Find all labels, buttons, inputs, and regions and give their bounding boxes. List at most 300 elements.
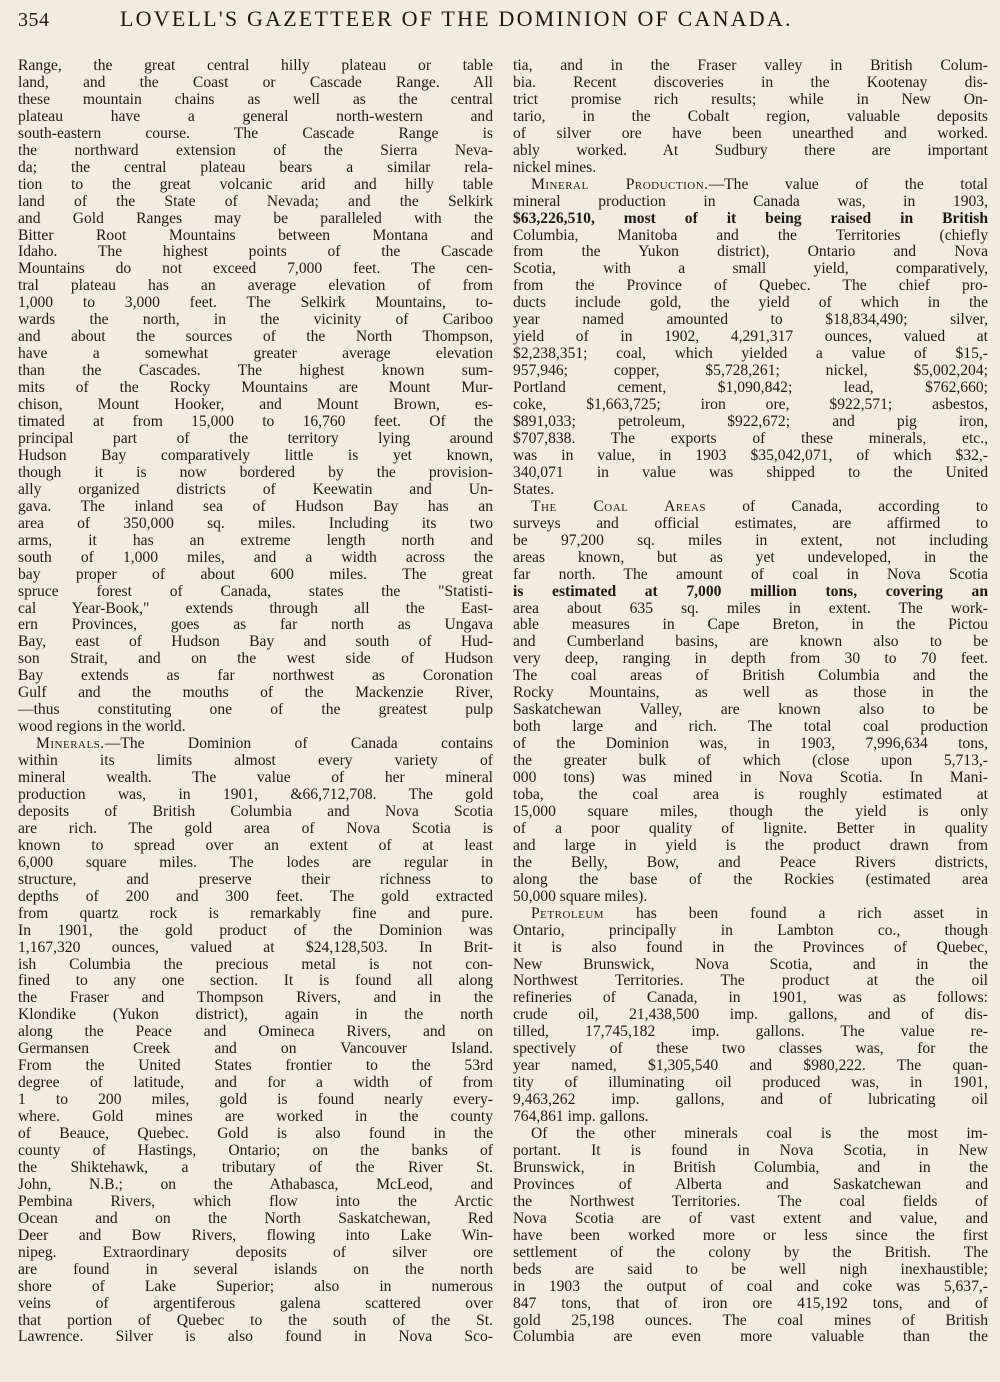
text-line <box>513 1296 988 1313</box>
text-line <box>513 363 988 380</box>
line-text: Columbia, Manitoba and the Territories (chiefly <box>513 227 988 244</box>
text-line <box>18 787 493 804</box>
text-line <box>18 244 493 261</box>
line-text: timated at from 15,000 to 16,760 feet. Of the <box>18 414 493 431</box>
line-text: wards the north, in the vicinity of Cariboo <box>18 312 493 329</box>
text-line <box>513 1313 988 1330</box>
text-line <box>513 889 988 906</box>
text-line <box>18 160 493 177</box>
line-text: of Beauce, Quebec. Gold is also found in the <box>18 1126 493 1143</box>
line-text: the Belly, Bow, and Peace Rivers districts, <box>513 854 988 871</box>
line-text: 340,071 in value was shipped to the United <box>513 464 988 481</box>
text-line <box>18 414 493 431</box>
line-text: mits of the Rocky Mountains are Mount Mur- <box>18 380 493 397</box>
line-text: gava. The inland sea of Hudson Bay has an <box>18 498 493 515</box>
line-text: within its limits almost every variety of <box>18 753 493 770</box>
text-line <box>513 821 988 838</box>
text-line <box>513 431 988 448</box>
line-text: Pembina Rivers, which flow into the Arctic <box>18 1193 493 1210</box>
text-line <box>513 465 988 482</box>
text-line <box>513 567 988 584</box>
line-text: veins of argentiferous galena scattered over <box>18 1295 493 1312</box>
text-line <box>513 584 988 601</box>
line-text: Bitter Root Mountains between Montana and <box>18 227 493 244</box>
line-text: cal Year-Book," extends through all the East- <box>18 600 493 617</box>
line-text: States. <box>513 481 555 498</box>
text-line <box>18 973 493 990</box>
text-line <box>513 804 988 821</box>
line-text: settlement of the colony by the British. The <box>513 1244 988 1261</box>
line-text: Bay, east of Hudson Bay and south of Hud- <box>18 634 493 651</box>
line-text: —The value of the total <box>708 176 988 193</box>
line-text: has been found a rich asset in <box>604 905 988 922</box>
text-line <box>18 1058 493 1075</box>
line-text: ally organized districts of Keewatin and Un- <box>18 481 493 498</box>
line-text: 000 tons) was mined in Nova Scotia. In Mani- <box>513 770 988 787</box>
line-text: Saskatchewan Valley, are known also to be <box>513 702 988 719</box>
text-line <box>18 312 493 329</box>
line-text: tario, in the Cobalt region, valuable deposits <box>513 108 988 125</box>
line-text: Lawrence. Silver is also found in Nova Sco- <box>18 1329 493 1346</box>
line-text: Gulf and the mouths of the Mackenzie River, <box>18 685 493 702</box>
text-line <box>513 1058 988 1075</box>
line-text: mineral production in Canada was, in 1903, <box>513 193 988 210</box>
line-text: of a poor quality of lignite. Better in quality <box>513 820 988 837</box>
text-line <box>18 770 493 787</box>
line-text: from the Yukon district), Ontario and Nova <box>513 244 988 261</box>
text-line <box>513 1262 988 1279</box>
line-text: coke, $1,663,725; iron ore, $922,571; asbestos, <box>513 397 988 414</box>
text-line <box>513 1126 988 1143</box>
text-line <box>513 753 988 770</box>
text-line <box>18 499 493 516</box>
text-line <box>513 228 988 245</box>
text-line <box>18 855 493 872</box>
text-line <box>513 295 988 312</box>
line-text: plateau have a general north-western and <box>18 108 493 125</box>
line-text: Scotia, with a small yield, comparatively, <box>513 261 988 278</box>
line-text: very deep, ranging in depth from 30 to 70 feet. <box>513 651 988 668</box>
line-text: Ontario, principally in Lambton co., though <box>513 922 988 939</box>
text-line <box>18 295 493 312</box>
line-text: ducts include gold, the yield of which in the <box>513 295 988 312</box>
text-line <box>513 1177 988 1194</box>
line-text: bay proper of about 600 miles. The great <box>18 566 493 583</box>
line-text: though it is now bordered by the provision- <box>18 464 493 481</box>
line-text: spectively of these two classes was, for the <box>513 1041 988 1058</box>
text-line <box>18 397 493 414</box>
line-text: the northward extension of the Sierra Neva- <box>18 142 493 159</box>
line-text: from quartz rock is remarkably fine and pure. <box>18 905 493 922</box>
line-text: —The Dominion of Canada contains <box>104 736 493 753</box>
line-text: tia, and in the Fraser valley in British Colum- <box>513 58 988 74</box>
text-columns <box>18 58 988 1376</box>
text-line <box>513 651 988 668</box>
line-text: was in value, in 1903 $35,042,071, of which $32,- <box>513 447 988 464</box>
text-line <box>513 126 988 143</box>
text-line <box>513 75 988 92</box>
line-text: production was, in 1901, &66,712,708. The gold <box>18 786 493 803</box>
line-text: Northwest Territories. The product at the oil <box>513 973 988 990</box>
text-line <box>513 923 988 940</box>
line-text: both large and rich. The total coal production <box>513 719 988 736</box>
right-column <box>513 58 988 1376</box>
text-line <box>513 482 988 499</box>
line-text: John, N.B.; on the Athabasca, McLeod, and <box>18 1176 493 1193</box>
line-text: of silver ore have been unearthed and worked. <box>513 125 988 142</box>
line-text: Deer and Bow Rivers, flowing into Lake Win- <box>18 1227 493 1244</box>
text-line <box>513 92 988 109</box>
text-line <box>18 804 493 821</box>
text-line <box>513 1228 988 1245</box>
text-line <box>18 363 493 380</box>
text-line <box>18 516 493 533</box>
line-text: areas known, but as yet undeveloped, in the <box>513 549 988 566</box>
text-line <box>513 957 988 974</box>
line-text: where. Gold mines are worked in the county <box>18 1109 493 1126</box>
line-text: chison, Mount Hooker, and Mount Brown, es- <box>18 397 493 414</box>
text-line <box>513 1041 988 1058</box>
text-line <box>18 92 493 109</box>
line-text: 1,000 to 3,000 feet. The Selkirk Mountains, to- <box>18 295 493 312</box>
text-line <box>18 872 493 889</box>
text-line <box>18 567 493 584</box>
line-text: principal part of the territory lying around <box>18 430 493 447</box>
text-line <box>18 1041 493 1058</box>
line-text: are rich. The gold area of Nova Scotia is <box>18 820 493 837</box>
text-line <box>513 872 988 889</box>
line-text: 6,000 square miles. The lodes are regular in <box>18 854 493 871</box>
text-line <box>18 211 493 228</box>
line-text: the Shiktehawk, a tributary of the River St. <box>18 1159 493 1176</box>
line-text: From the United States frontier to the 53rd <box>18 1058 493 1075</box>
line-text: of Canada, according to <box>706 498 988 515</box>
text-line <box>513 109 988 126</box>
line-text: the Fraser and Thompson Rivers, and in the <box>18 990 493 1007</box>
line-text: Hudson Bay comparatively little is yet known, <box>18 447 493 464</box>
running-title: LOVELL'S GAZETTEER OF THE DOMINION OF CANADA. <box>120 6 793 31</box>
text-line <box>513 736 988 753</box>
text-line <box>18 1313 493 1330</box>
text-line <box>18 1160 493 1177</box>
text-line <box>513 1211 988 1228</box>
line-text: 50,000 square miles). <box>513 888 648 905</box>
text-line <box>18 601 493 618</box>
text-line <box>18 702 493 719</box>
line-text: Ocean and on the North Saskatchewan, Red <box>18 1210 493 1227</box>
text-line <box>513 414 988 431</box>
line-text: In 1901, the gold product of the Dominion was <box>18 922 493 939</box>
text-line <box>513 194 988 211</box>
text-line <box>513 601 988 618</box>
line-text: and about the sources of the North Thompson, <box>18 329 493 346</box>
text-line <box>513 346 988 363</box>
line-text: have a somewhat greater average elevation <box>18 346 493 363</box>
text-line <box>513 143 988 160</box>
text-line <box>18 617 493 634</box>
text-line <box>18 126 493 143</box>
line-text: along the base of the Rockies (estimated area <box>513 871 988 888</box>
text-line <box>513 499 988 516</box>
line-text: ably worked. At Sudbury there are important <box>513 142 988 159</box>
line-text: land, and the Coast or Cascade Range. All <box>18 74 493 91</box>
text-line <box>18 109 493 126</box>
line-text: 847 tons, that of iron ore 415,192 tons, and of <box>513 1295 988 1312</box>
line-text: along the Peace and Omineca Rivers, and on <box>18 1024 493 1041</box>
line-text: wood regions in the world. <box>18 719 186 736</box>
text-line <box>513 770 988 787</box>
line-text: from the Province of Quebec. The chief pro- <box>513 278 988 295</box>
line-text: mineral wealth. The value of her mineral <box>18 770 493 787</box>
line-text: $63,226,510, most of it being raised in British <box>513 210 988 227</box>
line-text: south-eastern course. The Cascade Range is <box>18 125 493 142</box>
text-line <box>18 838 493 855</box>
line-text: Bay extends as far northwest as Coronation <box>18 668 493 685</box>
line-text: year named amounted to $18,834,490; silver, <box>513 312 988 329</box>
text-line <box>18 889 493 906</box>
text-line <box>513 177 988 194</box>
line-text: is estimated at 7,000 million tons, covering an <box>513 583 988 600</box>
line-text: Mountains do not exceed 7,000 feet. The cen- <box>18 261 493 278</box>
line-text: 957,946; copper, $5,728,261; nickel, $5,002,204; <box>513 363 988 380</box>
line-text: New Brunswick, Nova Scotia, and in the <box>513 956 988 973</box>
text-line <box>513 1329 988 1346</box>
text-line <box>513 1143 988 1160</box>
text-line <box>513 855 988 872</box>
text-line <box>18 940 493 957</box>
text-line <box>18 1177 493 1194</box>
text-line <box>18 1329 493 1346</box>
line-text: refineries of Canada, in 1901, was as follows: <box>513 990 988 1007</box>
text-line <box>18 177 493 194</box>
line-text: 764,861 imp. gallons. <box>513 1109 649 1126</box>
text-line <box>513 211 988 228</box>
line-text: 1,167,320 ounces, valued at $24,128,503. In Brit- <box>18 939 493 956</box>
text-line <box>18 651 493 668</box>
text-line <box>18 1007 493 1024</box>
text-line <box>513 160 988 177</box>
line-text: south of 1,000 miles, and a width across the <box>18 549 493 566</box>
text-line <box>513 397 988 414</box>
text-line <box>513 329 988 346</box>
line-text: far north. The amount of coal in Nova Scotia <box>513 566 988 583</box>
text-line <box>513 838 988 855</box>
text-line <box>18 1143 493 1160</box>
line-text: tral plateau has an average elevation of from <box>18 278 493 295</box>
text-line <box>18 194 493 211</box>
text-line <box>18 1092 493 1109</box>
text-line <box>18 821 493 838</box>
line-text: son Strait, and on the west side of Hudson <box>18 651 493 668</box>
line-text: land of the State of Nevada; and the Selkirk <box>18 193 493 210</box>
line-text: and Gold Ranges may be paralleled with the <box>18 210 493 227</box>
text-line <box>18 58 493 75</box>
text-line <box>513 668 988 685</box>
text-line <box>513 1075 988 1092</box>
line-text: shore of Lake Superior; also in numerous <box>18 1278 493 1295</box>
text-line <box>513 685 988 702</box>
page-number: 354 <box>18 9 50 31</box>
line-text: Brunswick, in British Columbia, and in the <box>513 1159 988 1176</box>
text-line <box>513 533 988 550</box>
line-text: are found in several islands on the north <box>18 1261 493 1278</box>
line-text: area about 635 sq. miles in extent. The work- <box>513 600 988 617</box>
text-line <box>18 1109 493 1126</box>
text-line <box>18 906 493 923</box>
line-text: surveys and official estimates, are affirmed to <box>513 515 988 532</box>
line-text: than the Cascades. The highest known sum- <box>18 363 493 380</box>
line-text: ern Provinces, goes as far north as Ungava <box>18 617 493 634</box>
text-line <box>513 1109 988 1126</box>
text-line <box>513 973 988 990</box>
text-line <box>18 550 493 567</box>
line-text: toba, the coal area is roughly estimated at <box>513 786 988 803</box>
page-header <box>18 6 988 48</box>
text-line <box>513 990 988 1007</box>
text-line <box>18 482 493 499</box>
line-text: in 1903 the output of coal and coke was 5,637,- <box>513 1278 988 1295</box>
line-text: degree of latitude, and for a width of from <box>18 1075 493 1092</box>
line-text: beds are said to be well nigh inexhaustible; <box>513 1261 988 1278</box>
line-text: Provinces of Alberta and Saskatchewan and <box>513 1176 988 1193</box>
text-line <box>18 1228 493 1245</box>
text-line <box>513 634 988 651</box>
line-text: portant. It is found in Nova Scotia, in New <box>513 1143 988 1159</box>
text-line <box>18 261 493 278</box>
text-line <box>18 957 493 974</box>
text-line <box>18 753 493 770</box>
line-text: The coal areas of British Columbia and the <box>513 668 988 685</box>
line-text: known to spread over an extent of at least <box>18 837 493 854</box>
line-text: it is also found in the Provinces of Quebec, <box>513 939 988 956</box>
line-text: 15,000 square miles, though the yield is only <box>513 803 988 820</box>
text-line <box>513 1007 988 1024</box>
line-text: Idaho. The highest points of the Cascade <box>18 244 493 261</box>
line-text: able measures in Cape Breton, in the Pictou <box>513 617 988 634</box>
text-line <box>18 634 493 651</box>
line-text: area of 350,000 sq. miles. Including its two <box>18 515 493 532</box>
line-text: Of the other minerals coal is the most im- <box>531 1126 988 1143</box>
line-text: ish Columbia the precious metal is not con- <box>18 956 493 973</box>
line-text: nickel mines. <box>513 159 597 176</box>
line-text: crude oil, 21,438,500 imp. gallons, and of dis- <box>513 1007 988 1024</box>
line-text: spruce forest of Canada, states the "Statisti- <box>18 583 493 600</box>
line-text: da; the central plateau bears a similar rela- <box>18 159 493 176</box>
text-line <box>18 1262 493 1279</box>
line-text: the greater bulk of which (close upon 5,713,- <box>513 753 988 770</box>
line-text: tilled, 17,745,182 imp. gallons. The value re- <box>513 1024 988 1041</box>
text-line <box>513 1194 988 1211</box>
text-line <box>18 719 493 736</box>
line-text: bia. Recent discoveries in the Kootenay dis- <box>513 74 988 91</box>
line-text: yield of in 1902, 4,291,317 ounces, valued at <box>513 329 988 346</box>
text-line <box>18 1245 493 1262</box>
line-text: the Northwest Territories. The coal fields of <box>513 1193 988 1210</box>
line-text: and Cumberland basins, are known also to be <box>513 634 988 651</box>
text-line <box>18 346 493 363</box>
text-line <box>513 1160 988 1177</box>
text-line <box>18 685 493 702</box>
text-line <box>513 278 988 295</box>
line-text: Columbia are even more valuable than the <box>513 1329 988 1346</box>
text-line <box>18 736 493 753</box>
line-text: county of Hastings, Ontario; on the banks of <box>18 1143 493 1159</box>
text-line <box>18 533 493 550</box>
text-line <box>513 244 988 261</box>
text-line <box>18 1075 493 1092</box>
text-line <box>513 1024 988 1041</box>
text-line <box>18 923 493 940</box>
line-text: Nova Scotia are of vast extent and value, and <box>513 1210 988 1227</box>
line-text: tion to the great volcanic arid and hilly table <box>18 176 493 193</box>
text-line <box>18 448 493 465</box>
text-line <box>18 1024 493 1041</box>
line-text: depths of 200 and 300 feet. The gold extracted <box>18 888 493 905</box>
line-text: of the Dominion was, in 1903, 7,996,634 tons, <box>513 736 988 753</box>
line-text: structure, and preserve their richness to <box>18 871 493 888</box>
line-text: 1 to 200 miles, gold is found nearly every- <box>18 1092 493 1109</box>
line-text: deposits of British Columbia and Nova Scotia <box>18 803 493 820</box>
line-text: fined to any one section. It is found all along <box>18 973 493 990</box>
text-line <box>18 1279 493 1296</box>
line-text: that portion of Quebec to the south of the St. <box>18 1312 493 1329</box>
text-line <box>18 465 493 482</box>
text-line <box>18 380 493 397</box>
line-text: nipeg. Extraordinary deposits of silver ore <box>18 1244 493 1261</box>
line-text: $891,033; petroleum, $922,672; and pig iron, <box>513 414 988 431</box>
line-text: tity of illuminating oil produced was, in 1901, <box>513 1075 988 1092</box>
line-text: these mountain chains as well as the central <box>18 91 493 108</box>
text-line <box>513 261 988 278</box>
line-text: Klondike (Yukon district), again in the north <box>18 1007 493 1024</box>
text-line <box>18 278 493 295</box>
text-line <box>18 143 493 160</box>
line-text: $2,238,351; coal, which yielded a value of $15,- <box>513 346 988 363</box>
text-line <box>513 1245 988 1262</box>
text-line <box>18 990 493 1007</box>
line-text: Germansen Creek and on Vancouver Island. <box>18 1041 493 1058</box>
line-text: year named, $1,305,540 and $980,222. The quan- <box>513 1058 988 1075</box>
text-line <box>513 1279 988 1296</box>
line-text: and large in yield is the product drawn from <box>513 837 988 854</box>
text-line <box>513 702 988 719</box>
text-line <box>513 58 988 75</box>
text-line <box>18 1126 493 1143</box>
line-text: Rocky Mountains, as well as those in the <box>513 685 988 702</box>
line-text: arms, it has an extreme length north and <box>18 532 493 549</box>
text-line <box>18 329 493 346</box>
text-line <box>513 312 988 329</box>
line-text: gold 25,198 ounces. The coal mines of British <box>513 1312 988 1329</box>
line-text: —thus constituting one of the greatest pulp <box>18 702 493 719</box>
section-heading: The Coal Areas <box>531 498 707 515</box>
text-line <box>513 448 988 465</box>
line-text: Portland cement, $1,090,842; lead, $762,660; <box>513 380 988 397</box>
left-column <box>18 58 493 1376</box>
text-line <box>18 75 493 92</box>
line-text: 9,463,262 imp. gallons, and of lubricating oil <box>513 1092 988 1109</box>
section-heading: Minerals. <box>36 736 105 753</box>
text-line <box>513 380 988 397</box>
text-line <box>513 1092 988 1109</box>
text-line <box>18 228 493 245</box>
text-line <box>18 431 493 448</box>
line-text: have been worked more or less since the first <box>513 1227 988 1244</box>
text-line <box>18 1211 493 1228</box>
line-text: be 97,200 sq. miles in extent, not including <box>513 532 988 549</box>
line-text: trict promise rich results; while in New On- <box>513 91 988 108</box>
text-line <box>513 550 988 567</box>
